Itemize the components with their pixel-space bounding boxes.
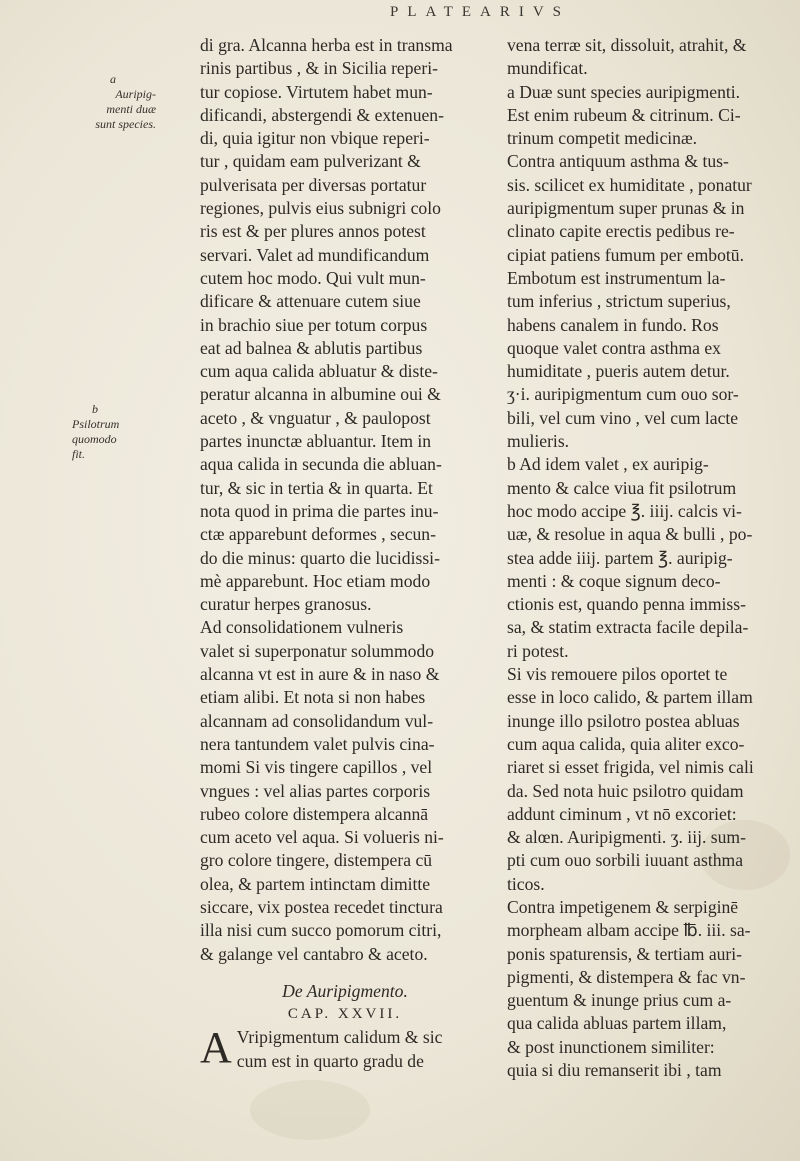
text-line: mento & calce viua fit psilotrum [507, 477, 737, 498]
text-line: sis. scilicet ex humiditate , ponatur [507, 174, 752, 195]
text-line: etiam alibi. Et nota si non habes [200, 687, 426, 708]
text-line: auripigmentum super prunas & in [507, 198, 745, 219]
margin-marker-a: a [110, 72, 116, 86]
text-line: & alœn. Auripigmenti. ʒ. iij. sum- [507, 827, 746, 848]
text-line: riaret si esset frigida, vel nimis cali [507, 757, 754, 778]
spacer [200, 966, 490, 980]
margin-note-line: Auripig- [115, 87, 156, 101]
text-line: di gra. Alcanna herba est in transma [200, 35, 453, 55]
text-line: b Ad idem valet , ex auripig- [507, 454, 709, 475]
text-line: Si vis remouere pilos oportet te [507, 664, 728, 685]
text-line: rinis partibus , & in Sicilia reperi- [200, 58, 438, 79]
text-line: regiones, pulvis eius subnigri colo [200, 198, 441, 219]
text-line: vena terræ sit, dissoluit, atrahit, & [507, 35, 747, 55]
margin-note-line: menti duæ [106, 102, 156, 116]
text-line: mè apparebunt. Hoc etiam modo [200, 570, 431, 591]
text-line: & galange vel cantabro & aceto. [200, 943, 428, 964]
text-line: a Duæ sunt species auripigmenti. [507, 81, 741, 102]
text-line: humiditate , pueris autem detur. [507, 361, 730, 382]
text-line: ctionis est, quando penna immiss- [507, 594, 746, 615]
text-line: partes inunctæ abluantur. Item in [200, 431, 432, 452]
text-line: do die minus: quarto die lucidissi- [200, 547, 440, 568]
text-line: tur , quidam eam pulverizant & [200, 151, 421, 172]
text-line: tur, & sic in tertia & in quarta. Et [200, 477, 433, 498]
text-line: quia si diu remanserit ibi , tam [507, 1060, 722, 1081]
margin-note-line: fit. [72, 447, 86, 461]
text-line: cum aqua calida abluatur & diste- [200, 361, 438, 382]
margin-note-line: Psilotrum [72, 417, 120, 431]
text-line: Contra antiquum asthma & tus- [507, 151, 729, 172]
text-line: nera tantundem valet pulvis cina- [200, 733, 435, 754]
margin-note-line: sunt species. [95, 117, 156, 131]
margin-marker-b: b [92, 402, 98, 416]
text-line: gro colore tingere, distempera cū [200, 850, 433, 871]
text-line: cum est in quarto gradu de [236, 1050, 424, 1071]
text-line: olea, & partem intinctam dimitte [200, 873, 431, 894]
chapter-title: De Auripigmento. [282, 980, 408, 1001]
chapter-opening [200, 1023, 490, 1073]
text-line: ticos. [507, 873, 545, 894]
text-line: illa nisi cum succo pomorum citri, [200, 920, 442, 941]
text-line: tum inferius , strictum superius, [507, 291, 731, 312]
text-line: esse in loco calido, & partem illam [507, 687, 753, 708]
text-line: bili, vel cum vino , vel cum lacte [507, 407, 739, 428]
text-line: mundificat. [507, 58, 588, 79]
text-line: Ad consolidationem vulneris [200, 617, 404, 638]
text-line: cum aqua calida, quia aliter exco- [507, 733, 745, 754]
text-line: guentum & inunge prius cum a- [507, 990, 732, 1011]
text-line: morpheam albam accipe ℔. iii. sa- [507, 920, 751, 941]
text-line: inunge illo psilotro postea abluas [507, 710, 740, 731]
text-line: addunt ciminum , vt nō excoriet: [507, 803, 737, 824]
text-line: nota quod in prima die partes inu- [200, 500, 439, 521]
text-line: Embotum est instrumentum la- [507, 267, 726, 288]
text-line: quoque valet contra asthma ex [507, 337, 721, 358]
text-line: hoc modo accipe ℥. iiij. calcis vi- [507, 500, 742, 521]
text-line: & post inunctionem similiter: [507, 1036, 715, 1057]
text-line: clinato capite erectis pedibus re- [507, 221, 735, 242]
text-line: ʒ·i. auripigmentum cum ouo sor- [507, 384, 739, 405]
left-column [200, 34, 490, 1073]
text-line: habens canalem in fundo. Ros [507, 314, 719, 335]
text-line: vngues : vel alias partes corporis [200, 780, 431, 801]
text-line: menti : & coque signum deco- [507, 570, 721, 591]
text-line: pulverisata per diversas portatur [200, 174, 427, 195]
text-line: qua calida abluas partem illam, [507, 1013, 727, 1034]
running-head: PLATEARIVS [389, 4, 570, 20]
text-line: stea adde iiij. partem ℥. auripig- [507, 547, 733, 568]
text-line: alcanna vt est in aure & in naso & [200, 664, 440, 685]
text-line: siccare, vix postea recedet tinctura [200, 896, 443, 917]
text-line: aqua calida in secunda die abluan- [200, 454, 442, 475]
text-line: mulieris. [507, 431, 570, 452]
chapter-number: CAP. XXVII. [287, 1006, 403, 1023]
text-line: pti cum ouo sorbili iuuant asthma [507, 850, 744, 871]
text-line: in brachio siue per totum corpus [200, 314, 428, 335]
text-line: ctæ apparebunt deformes , secun- [200, 524, 436, 545]
text-line: tur copiose. Virtutem habet mun- [200, 81, 433, 102]
text-line: Est enim rubeum & citrinum. Ci- [507, 104, 741, 125]
text-line: sa, & statim extracta facile depila- [507, 617, 749, 638]
right-column [507, 34, 787, 1082]
text-line: ri potest. [507, 640, 569, 661]
text-line: di, quia igitur non vbique reperi- [200, 128, 430, 149]
text-line: rubeo colore distempera alcannā [200, 803, 429, 824]
text-line: uæ, & resolue in aqua & bulli , po- [507, 524, 753, 545]
margin-note-b [66, 402, 162, 462]
text-line: dificare & attenuare cutem siue [200, 291, 421, 312]
drop-cap: A [200, 1023, 232, 1073]
text-line: peratur alcanna in albumine oui & [200, 384, 441, 405]
text-line: Vripigmentum calidum & sic [236, 1027, 443, 1048]
text-line: dificandi, abstergendi & extenuen- [200, 104, 444, 125]
text-line: servari. Valet ad mundificandum [200, 244, 430, 265]
margin-note-line: quomodo [72, 432, 117, 446]
text-line: trinum competit medicinæ. [507, 128, 698, 149]
text-line: curatur herpes granosus. [200, 594, 372, 615]
text-line: momi Si vis tingere capillos , vel [200, 757, 433, 778]
text-line: pigmenti, & distempera & fac vn- [507, 966, 746, 987]
text-line: Contra impetigenem & serpiginē [507, 896, 739, 917]
paper-stain [250, 1080, 370, 1140]
text-line: alcannam ad consolidandum vul- [200, 710, 434, 731]
margin-note-a [66, 72, 156, 132]
text-line: cutem hoc modo. Qui vult mun- [200, 267, 426, 288]
text-line: ponis spaturensis, & tertiam auri- [507, 943, 743, 964]
text-line: da. Sed nota huic psilotro quidam [507, 780, 744, 801]
text-line: cum aceto vel aqua. Si volueris ni- [200, 827, 444, 848]
text-line: eat ad balnea & ablutis partibus [200, 337, 423, 358]
text-line: cipiat patiens fumum per embotū. [507, 244, 744, 265]
text-line: aceto , & vnguatur , & paulopost [200, 407, 431, 428]
text-line: ris est & per plures annos potest [200, 221, 426, 242]
text-line: valet si superponatur solummodo [200, 640, 435, 661]
